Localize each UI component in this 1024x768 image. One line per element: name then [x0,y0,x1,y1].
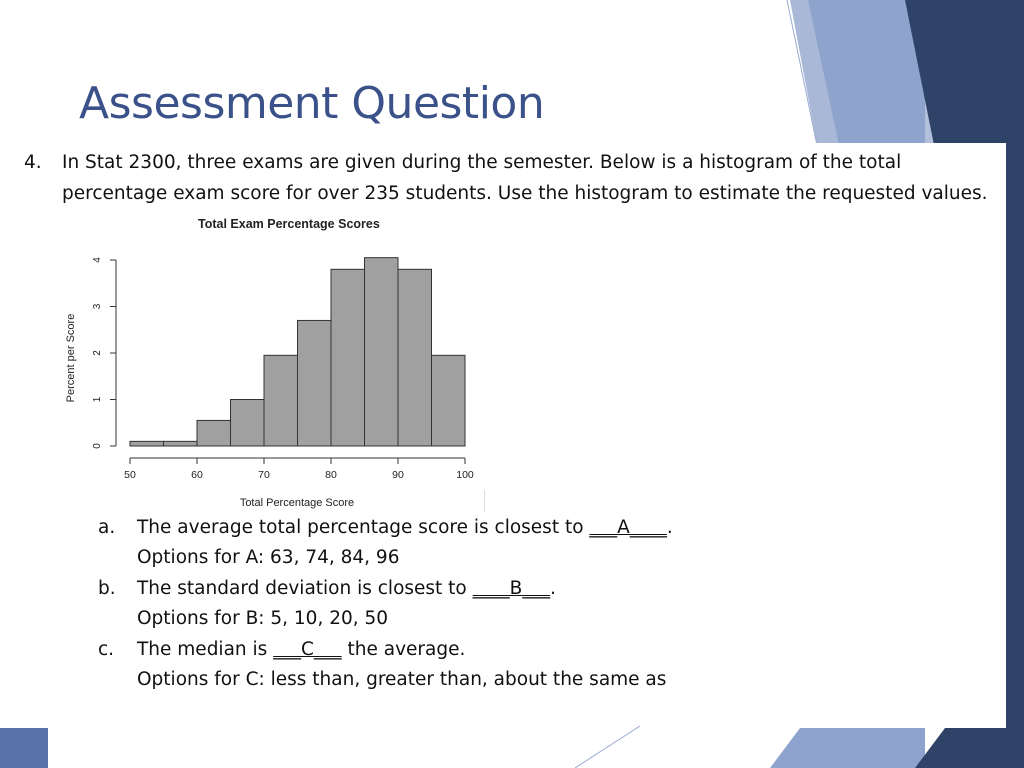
subquestion-b-text [137,578,556,599]
x-tick-label: 100 [456,469,474,481]
accent-bottom-right-light [770,728,925,768]
options-a: Options for A: 63, 74, 84, 96 [137,547,400,568]
accent-bottom-left [0,728,48,768]
blank-a: ___A____ [589,517,667,538]
x-tick-label: 70 [258,469,270,481]
x-tick-label: 90 [392,469,404,481]
histogram-chart [60,240,480,515]
y-axis-label: Percent per Score [65,313,77,403]
subquestion-c-text [137,639,465,660]
y-tick-label: 4 [92,257,103,263]
x-tick-label: 80 [325,469,337,481]
question-text-line-2: percentage exam score for over 235 students. Use the histogram to estimate the requested values. [62,183,988,204]
histogram-bar [130,441,164,446]
y-tick-label: 0 [92,443,103,449]
x-axis-label: Total Percentage Score [239,497,355,509]
histogram-bar [164,441,198,446]
accent-bottom-right-dark [915,728,1006,768]
options-c: Options for C: less than, greater than, about the same as [137,669,667,690]
subquestion-a-end: . [666,517,673,538]
histogram-bar [231,400,265,447]
blank-b: ____B___ [472,578,551,599]
subquestion-c-prompt: The median is [137,639,274,660]
divider-line [484,490,485,512]
accent-bottom-thin-line [575,726,640,768]
subquestion-b-prompt: The standard deviation is closest to [137,578,473,599]
y-tick-label: 2 [92,350,103,356]
subquestion-b-letter: b. [98,578,116,599]
histogram-bar [365,258,399,446]
histogram-bar [298,320,332,446]
histogram-bar [432,355,466,446]
histogram-bar [264,355,298,446]
question-number: 4. [24,152,42,173]
slide-title: Assessment Question [79,78,545,129]
subquestion-a-letter: a. [98,517,116,538]
subquestion-a-prompt: The average total percentage score is closest to [137,517,590,538]
y-tick-label: 3 [92,303,103,310]
histogram-bar [398,269,432,446]
y-tick-label: 1 [92,396,103,403]
subquestion-c-letter: c. [98,639,115,660]
subquestion-a-text [137,517,673,538]
question-text-line-1: In Stat 2300, three exams are given during the semester. Below is a histogram of the total [62,152,902,173]
x-tick-label: 60 [191,469,203,481]
blank-c: ___C___ [273,639,342,660]
chart-title: Total Exam Percentage Scores [198,217,380,231]
x-tick-label: 50 [124,469,136,481]
histogram-bar [331,269,365,446]
options-b: Options for B: 5, 10, 20, 50 [137,608,389,629]
subquestion-c-end: the average. [341,639,466,660]
subquestion-b-end: . [550,578,556,599]
histogram-bar [197,420,231,446]
